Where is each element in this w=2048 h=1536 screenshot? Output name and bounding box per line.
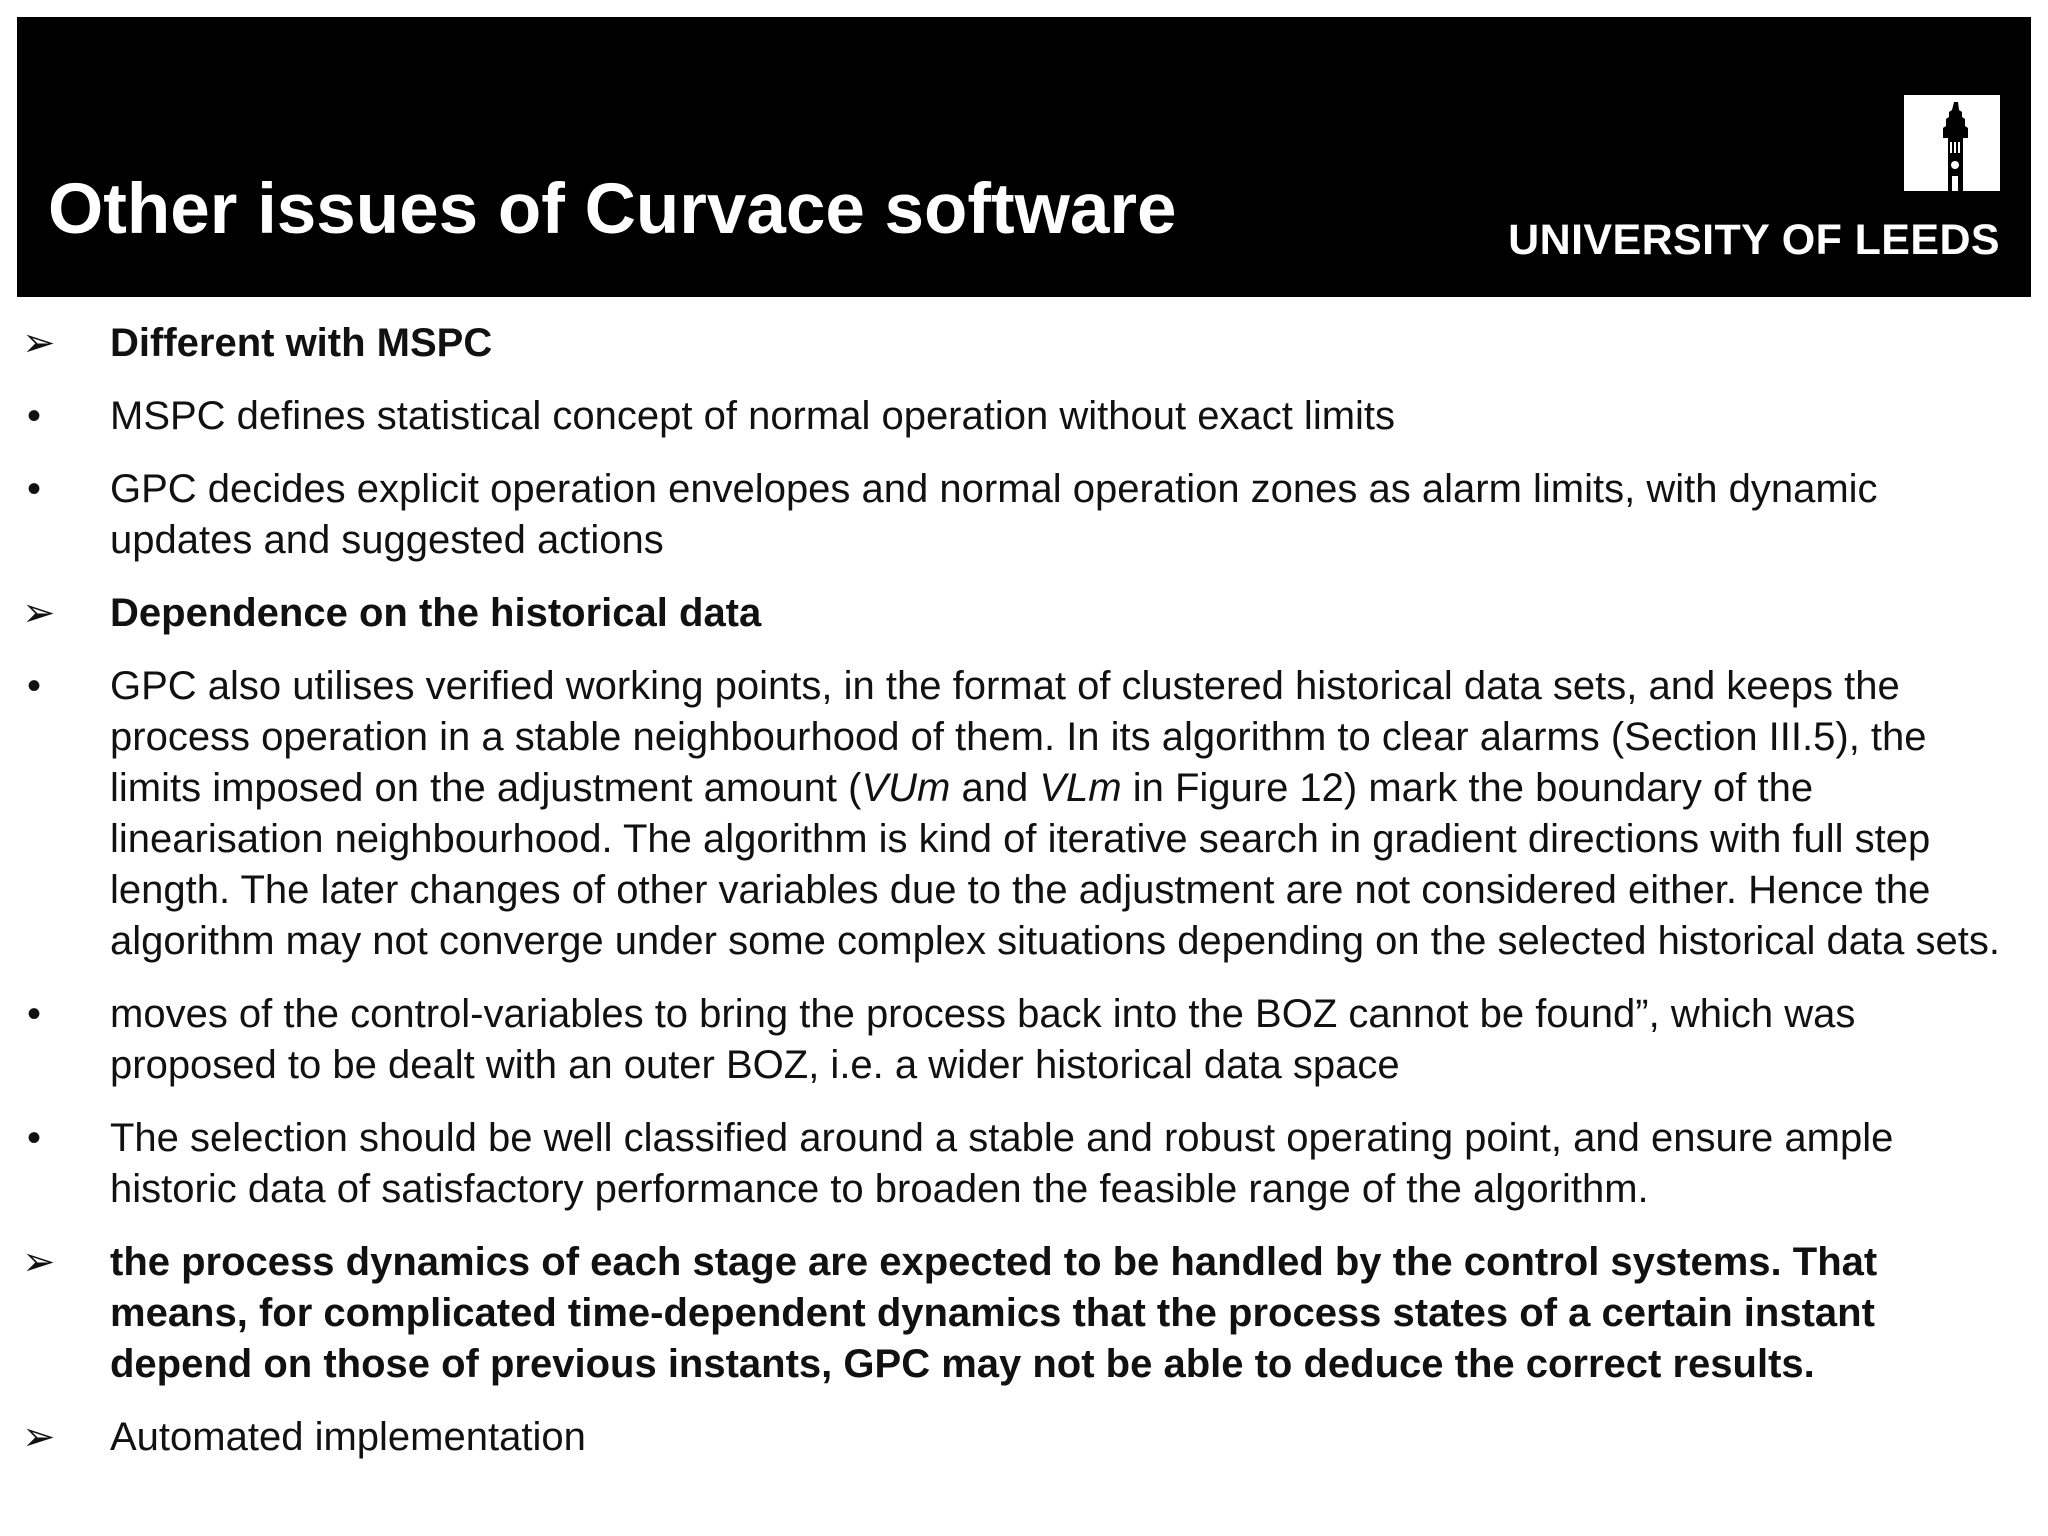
bullet-text: GPC decides explicit operation envelopes and normal operation zones as alarm limits, with dynamic updates and suggested actions [110, 467, 1878, 562]
vlm-variable: VLm [1039, 766, 1122, 810]
bullet-text-part: and [950, 766, 1040, 810]
parkinson-tower-icon [1904, 95, 2000, 191]
university-logo [1480, 95, 2000, 265]
historical-data-algorithm-point [22, 661, 2017, 967]
arrow-bullet-icon: ➢ [22, 591, 56, 635]
arrow-bullet-icon: ➢ [22, 321, 56, 365]
section-heading: Different with MSPC [110, 321, 493, 365]
round-bullet-icon: • [27, 992, 42, 1036]
bullet-text-part: GPC also utilises verified working points, in the format of clustered historical data sets, and keeps the process operation in a stable neighbourhood of them. In its algorithm to clear alarms (Section III.5), the limits imposed on the adjustment amount ( [110, 664, 1927, 810]
section-automated-implementation [22, 1412, 2017, 1463]
arrow-bullet-icon: ➢ [22, 1415, 56, 1459]
page-title: Other issues of Curvace software [48, 170, 1177, 249]
slide-content [22, 318, 2017, 1485]
section-historical-data [22, 588, 2017, 639]
round-bullet-icon: • [27, 664, 42, 708]
tower-logo-graphic [1904, 95, 2000, 191]
section-heading: the process dynamics of each stage are expected to be handled by the control systems. That means, for complicated time-dependent dynamics that the process states of a certain instant depend on those of previous instants, GPC may not be able to deduce the correct results. [110, 1240, 1878, 1386]
boz-point [22, 989, 2017, 1091]
section-heading: Automated implementation [110, 1415, 586, 1459]
bullet-text-part: in Figure 12) mark the boundary of the linearisation neighbourhood. The algorithm is kind of iterative search in gradient directions with full step length. The later changes of other variables due to the adjustment are not considered either. Hence the algorithm may not converge under some complex situations depending on the selected historical data sets. [110, 766, 2000, 963]
section-process-dynamics [22, 1237, 2017, 1390]
section-heading: Dependence on the historical data [110, 591, 762, 635]
round-bullet-icon: • [27, 467, 42, 511]
vum-variable: VUm [861, 766, 951, 810]
bullet-text: MSPC defines statistical concept of normal operation without exact limits [110, 394, 1396, 438]
bullet-text: moves of the control-variables to bring the process back into the BOZ cannot be found”, which was proposed to be dealt with an outer BOZ, i.e. a wider historical data space [110, 992, 1856, 1087]
bullet-text: The selection should be well classified around a stable and robust operating point, and ensure ample historic data of satisfactory performance to broaden the feasible range of the algorithm. [110, 1116, 1894, 1211]
round-bullet-icon: • [27, 394, 42, 438]
round-bullet-icon: • [27, 1116, 42, 1160]
logo-text: UNIVERSITY OF LEEDS [1508, 216, 2000, 264]
arrow-bullet-icon: ➢ [22, 1240, 56, 1284]
mspc-definition-point [22, 391, 2017, 442]
gpc-limits-point [22, 464, 2017, 566]
selection-point [22, 1113, 2017, 1215]
section-different-with-mspc [22, 318, 2017, 369]
slide-header [17, 17, 2031, 297]
